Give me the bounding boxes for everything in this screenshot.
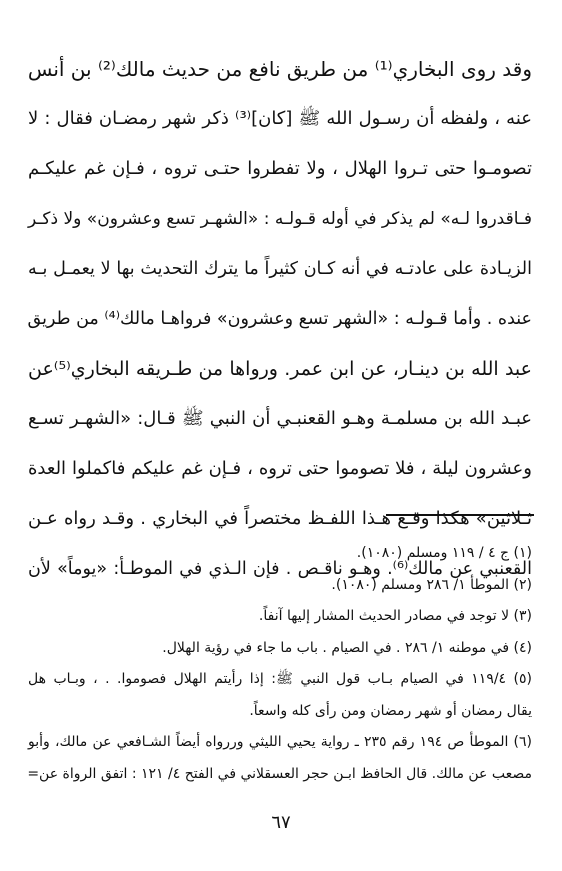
footnote-divider (386, 514, 534, 516)
text-line: عنه ، ولفظه أن رسـول الله ﷺ [كان]⁽³⁾ ذكر شهر رمضـان فقال : لا (28, 108, 532, 129)
text-line: ثـلاثين» هكذا وقـع هـذا اللفـظ مختصراً في البخاري . وقـد رواه عـن (28, 508, 532, 529)
text-line: الزيـادة على عادتـه في أنه كـان كثيراً ما يترك التحديث بها لا يعمـل بـه (28, 259, 532, 279)
footnotes (28, 538, 532, 790)
footnote-line: (٣) لا توجد في مصادر الحديث المشار إليها آنفاً. (258, 608, 532, 624)
text-line: عبـد الله بن مسلمـة وهـو القعنبـي أن النبي ﷺ قـال: «الشهـر تسـع (28, 408, 532, 429)
text-line: وعشرون ليلة ، فلا تصوموا حتى تروه ، فـإن غم عليكم فاكملوا العدة (28, 458, 532, 479)
footnote-line: (٦) الموطأ ص ١٩٤ رقم ٢٣٥ ـ رواية يحيي الليثي وررواه أيضاً الشـافعي عن مالك، وأبو (28, 734, 532, 750)
text-line: عبد الله بن دينـار، عن ابن عمر. ورواها من طـريقه البخاري⁽⁵⁾عن (28, 358, 532, 380)
footnote-line: (٥) ١١٩/٤ في الصيام بـاب قول النبي ﷺ: إذا رأيتم الهلال فصوموا. . ، وبـاب هل (28, 671, 533, 687)
footnote-line: مصعب عن مالك. قال الحافظ ابـن حجر العسقلاني في الفتح ٤/ ١٢١ : اتفق الرواة عن= (27, 765, 532, 782)
footnote-line: (٢) الموطأ ١/ ٢٨٦ ومسلم (١٠٨٠). (331, 576, 532, 593)
main-text (28, 44, 532, 594)
footnote-line: (٤) في موطنه ١/ ٢٨٦ . في الصيام . باب ما جاء في رؤية الهلال. (162, 639, 532, 656)
footnote-line: يقال رمضان أو شهر رمضان ومن رأى كله واسعاً. (249, 702, 532, 719)
page-number: ٦٧ (271, 812, 291, 833)
text-line: تصومـوا حتى تـروا الهلال ، ولا تفطروا حتـى تروه ، فـإن غم عليكـم (28, 158, 532, 179)
text-line: وقد روى البخاري⁽¹⁾ من طريق نافع من حديث مالك⁽²⁾ بن أنس (27, 57, 532, 81)
footnote-line: (١) ج ٤ / ١١٩ ومسلم (١٠٨٠). (356, 545, 532, 561)
text-line: القعنبي عن مالك⁽⁶⁾. وهـو ناقـص . فإن الـذي في الموطـأ: «يوماً» لأن (28, 559, 532, 579)
text-line: عنده . وأما قـولـه : «الشهر تسع وعشرون» فرواهـا مالك⁽⁴⁾ من طريق (27, 309, 532, 329)
text-line: فـاقدروا لـه» لم يذكر في أوله قـولـه : «الشهـر تسع وعشرون» ولا ذكـر (28, 209, 532, 229)
